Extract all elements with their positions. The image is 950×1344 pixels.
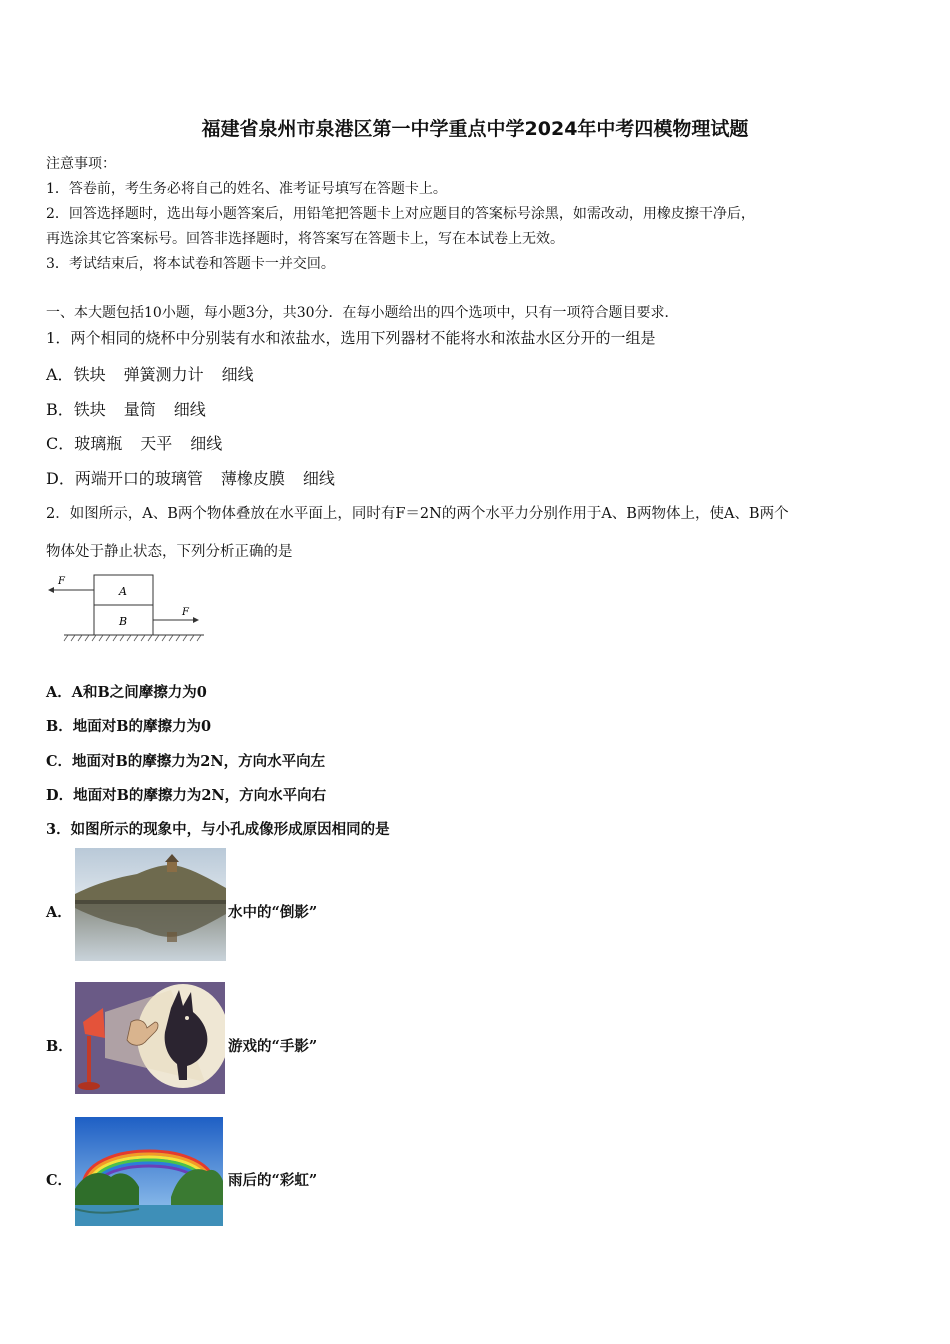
q2-option-d[interactable]: D．地面对B的摩擦力为2N，方向水平向右: [46, 787, 327, 804]
block-b-label: B: [118, 615, 128, 628]
q3-option-b-label[interactable]: B．: [46, 1038, 73, 1055]
option-part: 细线: [221, 365, 254, 384]
q3-option-b-caption: 游戏的“手影”: [228, 1038, 318, 1055]
option-label: C．: [46, 434, 75, 453]
notice-item-2: 2．回答选择题时，选出每小题答案后，用铅笔把答题卡上对应题目的答案标号涂黑，如需改动，用橡皮擦干净后，: [46, 206, 755, 222]
page-title: 福建省泉州市泉港区第一中学重点中学2024年中考四模物理试题: [201, 118, 749, 140]
option-part: 铁块: [73, 365, 106, 384]
hand-shadow-image[interactable]: [75, 982, 225, 1094]
force-label-left: F: [58, 576, 65, 587]
arrowhead-right-icon: [193, 617, 199, 623]
q3-option-a-label[interactable]: A．: [46, 904, 72, 921]
arrowhead-left-icon: [48, 587, 54, 593]
lake-reflection-image[interactable]: [75, 848, 226, 961]
q1-option-a[interactable]: [46, 362, 254, 385]
option-part: 铁块: [73, 400, 106, 419]
option-part: 细线: [302, 469, 335, 488]
lake-reflection-photo: [75, 848, 226, 961]
option-part: 天平: [140, 434, 173, 453]
hand-shadow-photo: [75, 982, 225, 1094]
option-part: 两端开口的玻璃管: [74, 469, 203, 488]
ground-hatching: [64, 635, 201, 641]
section-heading: 一、本大题包括10小题，每小题3分，共30分．在每小题给出的四个选项中，只有一项符合题目要求．: [46, 305, 679, 321]
q2-stem-line1: 2．如图所示，A、B两个物体叠放在水平面上，同时有F＝2N的两个水平力分别作用于A、B两物体上，使A、B两个: [46, 506, 789, 522]
q3-option-c-label[interactable]: C．: [46, 1172, 73, 1189]
q2-stem-line2: 物体处于静止状态，下列分析正确的是: [46, 544, 293, 560]
option-part: 玻璃瓶: [74, 434, 123, 453]
q3-stem: 3．如图所示的现象中，与小孔成像形成原因相同的是: [46, 821, 390, 838]
q3-option-c-caption: 雨后的“彩虹”: [228, 1172, 318, 1189]
q1-option-b[interactable]: [46, 397, 206, 420]
q1-stem: 1．两个相同的烧杯中分别装有水和浓盐水，选用下列器材不能将水和浓盐水区分开的一组是: [46, 329, 656, 347]
option-part: 薄橡皮膜: [220, 469, 285, 488]
q1-option-d[interactable]: [46, 466, 335, 489]
q3-option-a-caption: 水中的“倒影”: [228, 904, 318, 921]
force-label-right: F: [182, 607, 189, 618]
option-part: 细线: [173, 400, 206, 419]
option-label: B．: [46, 400, 74, 419]
option-part: 细线: [190, 434, 223, 453]
notice-heading: 注意事项：: [46, 156, 116, 172]
option-part: 弹簧测力计: [123, 365, 204, 384]
notice-item-1: 1．答卷前，考生务必将自己的姓名、准考证号填写在答题卡上。: [46, 181, 447, 197]
notice-item-3: 3．考试结束后，将本试卷和答题卡一并交回。: [46, 256, 335, 272]
q1-option-c[interactable]: [46, 431, 222, 454]
rainbow-image[interactable]: [75, 1117, 223, 1226]
block-a-label: A: [119, 585, 127, 598]
q2-option-a[interactable]: A．A和B之间摩擦力为0: [46, 684, 207, 701]
q2-option-c[interactable]: C．地面对B的摩擦力为2N，方向水平向左: [46, 753, 326, 770]
option-label: A．: [46, 365, 74, 384]
option-label: D．: [46, 469, 75, 488]
q2-option-b[interactable]: B．地面对B的摩擦力为0: [46, 718, 212, 735]
rainbow-photo: [75, 1117, 223, 1226]
option-part: 量筒: [123, 400, 156, 419]
q2-force-diagram: [44, 570, 209, 645]
notice-item-2-cont: 再选涂其它答案标号。回答非选择题时，将答案写在答题卡上，写在本试卷上无效。: [46, 231, 564, 247]
